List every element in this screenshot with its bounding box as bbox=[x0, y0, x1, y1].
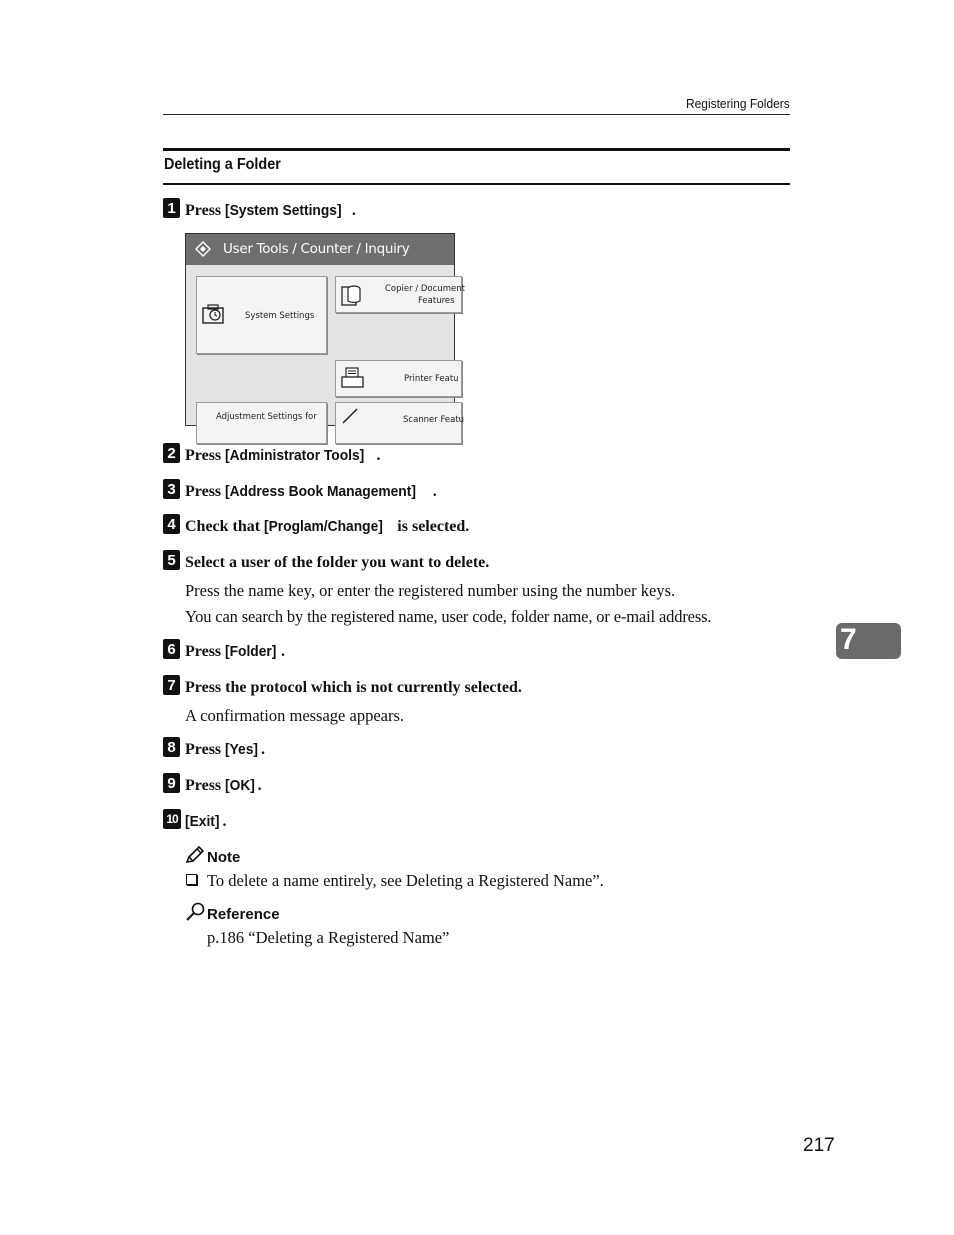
step-4-prefix: Check that bbox=[185, 518, 265, 535]
step-2-prefix: Press bbox=[185, 447, 226, 464]
user-tools-screen bbox=[185, 233, 465, 426]
note-checkbox-bullet bbox=[186, 874, 197, 885]
section-rule-bottom bbox=[163, 183, 790, 185]
step-10-key: [Exit] bbox=[185, 813, 220, 830]
step-1-prefix: Press bbox=[185, 202, 226, 219]
step-6-text bbox=[185, 643, 285, 661]
step-8-suffix: . bbox=[261, 741, 265, 758]
step-3-number: 3 bbox=[163, 479, 180, 499]
step-6-number: 6 bbox=[163, 639, 180, 659]
header-rule bbox=[163, 114, 790, 115]
step-3-key: [Address Book Management] bbox=[225, 483, 417, 500]
screen-title: User Tools / Counter / Inquiry bbox=[223, 241, 410, 257]
step-1-number: 1 bbox=[163, 198, 180, 218]
reference-magnifier-icon bbox=[185, 902, 206, 922]
step-3-text bbox=[185, 483, 437, 501]
scanner-label: Scanner Featu bbox=[403, 415, 465, 425]
step-4-text bbox=[185, 518, 469, 536]
note-item-1: To delete a name entirely, see Deleting a Registered Name”. bbox=[207, 871, 604, 890]
step-2-key: [Administrator Tools] bbox=[225, 447, 365, 464]
step-6-prefix: Press bbox=[185, 643, 226, 660]
printer-features-button[interactable] bbox=[335, 360, 462, 397]
chapter-number: 7 bbox=[840, 623, 857, 656]
step-1-key: [System Settings] bbox=[225, 202, 342, 219]
system-settings-button[interactable] bbox=[196, 276, 327, 354]
step-9-number: 9 bbox=[163, 773, 180, 793]
section-title: Deleting a Folder bbox=[164, 156, 281, 173]
reference-heading: Reference bbox=[207, 906, 280, 923]
step-8-key: [Yes] bbox=[225, 741, 259, 758]
step-10-number: 10 bbox=[163, 809, 181, 829]
reference-link[interactable]: p.186 “Deleting a Registered Name” bbox=[207, 928, 450, 947]
step-5-body-line-1: Press the name key, or enter the registered number using the number keys. bbox=[185, 581, 676, 600]
copier-label-line1: Copier / Document bbox=[385, 284, 465, 294]
chapter-tab bbox=[836, 623, 901, 659]
note-pencil-icon bbox=[185, 846, 205, 864]
step-2-suffix: . bbox=[376, 447, 381, 464]
step-10-suffix: . bbox=[222, 813, 227, 830]
adjustment-label: Adjustment Settings for bbox=[216, 412, 317, 422]
step-7-text: Press the protocol which is not currently selected. bbox=[185, 679, 522, 696]
step-8-text bbox=[185, 741, 265, 759]
step-9-key: [OK] bbox=[225, 777, 256, 794]
step-7-body-line-1: A confirmation message appears. bbox=[185, 706, 405, 725]
step-9-text bbox=[185, 777, 262, 795]
section-rule-top bbox=[163, 148, 790, 151]
step-1-text bbox=[185, 202, 356, 220]
step-9-suffix: . bbox=[257, 777, 262, 794]
user-tools-icon bbox=[195, 241, 211, 257]
step-5-number: 5 bbox=[163, 550, 180, 570]
system-settings-icon bbox=[202, 303, 226, 325]
step-3-suffix: . bbox=[432, 483, 437, 500]
step-6-suffix: . bbox=[280, 643, 285, 660]
copier-features-button[interactable] bbox=[335, 276, 465, 313]
printer-icon bbox=[341, 367, 365, 389]
copier-label-line2: Features bbox=[418, 296, 455, 306]
step-10-text bbox=[185, 813, 227, 831]
step-5-body-line-2: You can search by the registered name, user code, folder name, or e-mail address. bbox=[185, 607, 712, 626]
step-7-number: 7 bbox=[163, 675, 180, 695]
step-6-key: [Folder] bbox=[225, 643, 277, 660]
scanner-icon bbox=[341, 407, 363, 425]
step-4-number: 4 bbox=[163, 514, 180, 534]
step-8-number: 8 bbox=[163, 737, 180, 757]
step-9-prefix: Press bbox=[185, 777, 226, 794]
page-number: 217 bbox=[803, 1135, 835, 1156]
step-5-text: Select a user of the folder you want to delete. bbox=[185, 554, 490, 571]
step-2-number: 2 bbox=[163, 443, 180, 463]
step-1-suffix: . bbox=[351, 202, 356, 219]
printer-label: Printer Featu bbox=[404, 374, 459, 384]
note-heading: Note bbox=[207, 849, 241, 866]
step-4-key: [Proglam/Change] bbox=[264, 518, 383, 535]
system-settings-label: System Settings bbox=[245, 311, 315, 321]
scanner-features-button[interactable] bbox=[335, 402, 465, 444]
screen-title-bar bbox=[186, 234, 454, 265]
step-2-text bbox=[185, 447, 381, 465]
running-header-title: Registering Folders bbox=[686, 96, 790, 111]
step-3-prefix: Press bbox=[185, 483, 226, 500]
step-8-prefix: Press bbox=[185, 741, 226, 758]
copier-icon bbox=[341, 283, 363, 307]
step-4-suffix: is selected. bbox=[393, 518, 470, 535]
adjustment-settings-button[interactable] bbox=[196, 402, 327, 444]
